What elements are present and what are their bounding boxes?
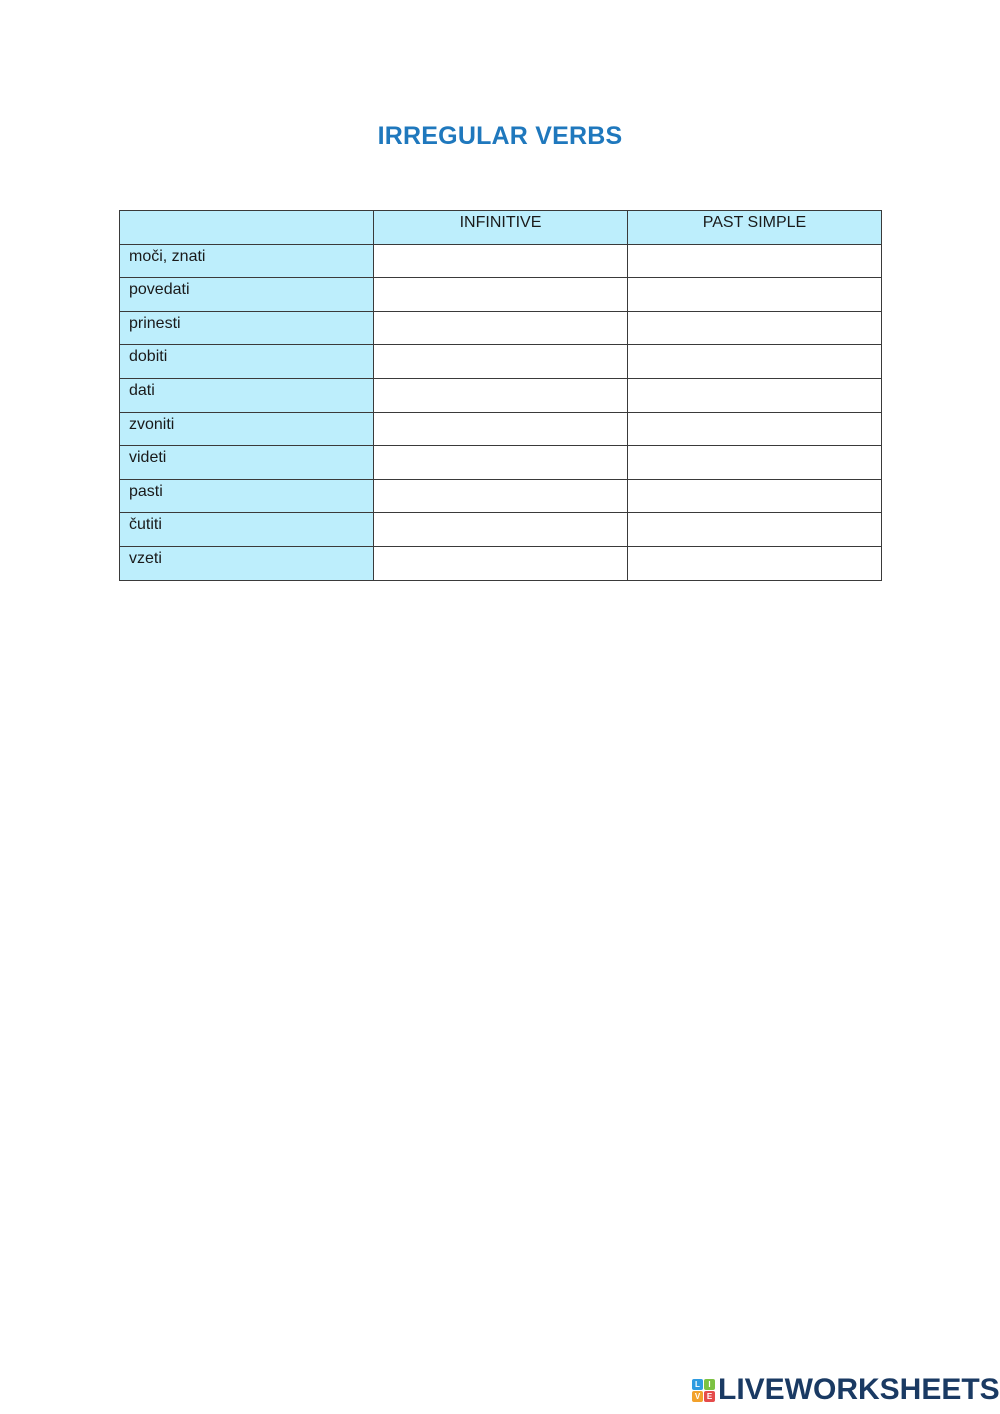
past-simple-answer-cell[interactable]	[628, 345, 882, 379]
verb-cell: moči, znati	[120, 244, 374, 278]
infinitive-answer-cell[interactable]	[374, 278, 628, 312]
verb-cell: vzeti	[120, 546, 374, 580]
verb-cell: zvoniti	[120, 412, 374, 446]
verb-cell: dati	[120, 378, 374, 412]
infinitive-answer-cell[interactable]	[374, 446, 628, 480]
past-simple-answer-cell[interactable]	[628, 278, 882, 312]
infinitive-answer-cell[interactable]	[374, 513, 628, 547]
past-simple-answer-cell[interactable]	[628, 311, 882, 345]
table-row	[120, 546, 882, 580]
verb-cell: videti	[120, 446, 374, 480]
infinitive-answer-cell[interactable]	[374, 378, 628, 412]
verb-cell: pasti	[120, 479, 374, 513]
logo-letter-e: E	[704, 1391, 715, 1402]
verb-cell: dobiti	[120, 345, 374, 379]
infinitive-answer-cell[interactable]	[374, 546, 628, 580]
table-row	[120, 412, 882, 446]
past-simple-answer-cell[interactable]	[628, 378, 882, 412]
table-row	[120, 513, 882, 547]
past-simple-answer-cell[interactable]	[628, 412, 882, 446]
infinitive-answer-cell[interactable]	[374, 479, 628, 513]
past-simple-answer-cell[interactable]	[628, 513, 882, 547]
table-row	[120, 244, 882, 278]
past-simple-answer-cell[interactable]	[628, 446, 882, 480]
past-simple-answer-cell[interactable]	[628, 546, 882, 580]
table-row	[120, 345, 882, 379]
header-past-simple: PAST SIMPLE	[628, 211, 882, 245]
verb-cell: prinesti	[120, 311, 374, 345]
table-row	[120, 446, 882, 480]
past-simple-answer-cell[interactable]	[628, 244, 882, 278]
past-simple-answer-cell[interactable]	[628, 479, 882, 513]
infinitive-answer-cell[interactable]	[374, 412, 628, 446]
infinitive-answer-cell[interactable]	[374, 345, 628, 379]
table-row	[120, 311, 882, 345]
infinitive-answer-cell[interactable]	[374, 244, 628, 278]
logo-text: LIVEWORKSHEETS	[718, 1373, 1000, 1406]
logo-letter-i: I	[704, 1379, 715, 1390]
live-blocks-icon	[692, 1379, 715, 1402]
liveworksheets-logo	[692, 1374, 1000, 1406]
logo-letter-l: L	[692, 1379, 703, 1390]
header-infinitive: INFINITIVE	[374, 211, 628, 245]
verb-cell: čutiti	[120, 513, 374, 547]
verb-cell: povedati	[120, 278, 374, 312]
page-title: IRREGULAR VERBS	[377, 122, 623, 150]
table-row	[120, 278, 882, 312]
table-header-row	[120, 211, 882, 245]
table-row	[120, 378, 882, 412]
header-empty	[120, 211, 374, 245]
verbs-table	[119, 210, 882, 581]
table-row	[120, 479, 882, 513]
logo-letter-v: V	[692, 1391, 703, 1402]
infinitive-answer-cell[interactable]	[374, 311, 628, 345]
